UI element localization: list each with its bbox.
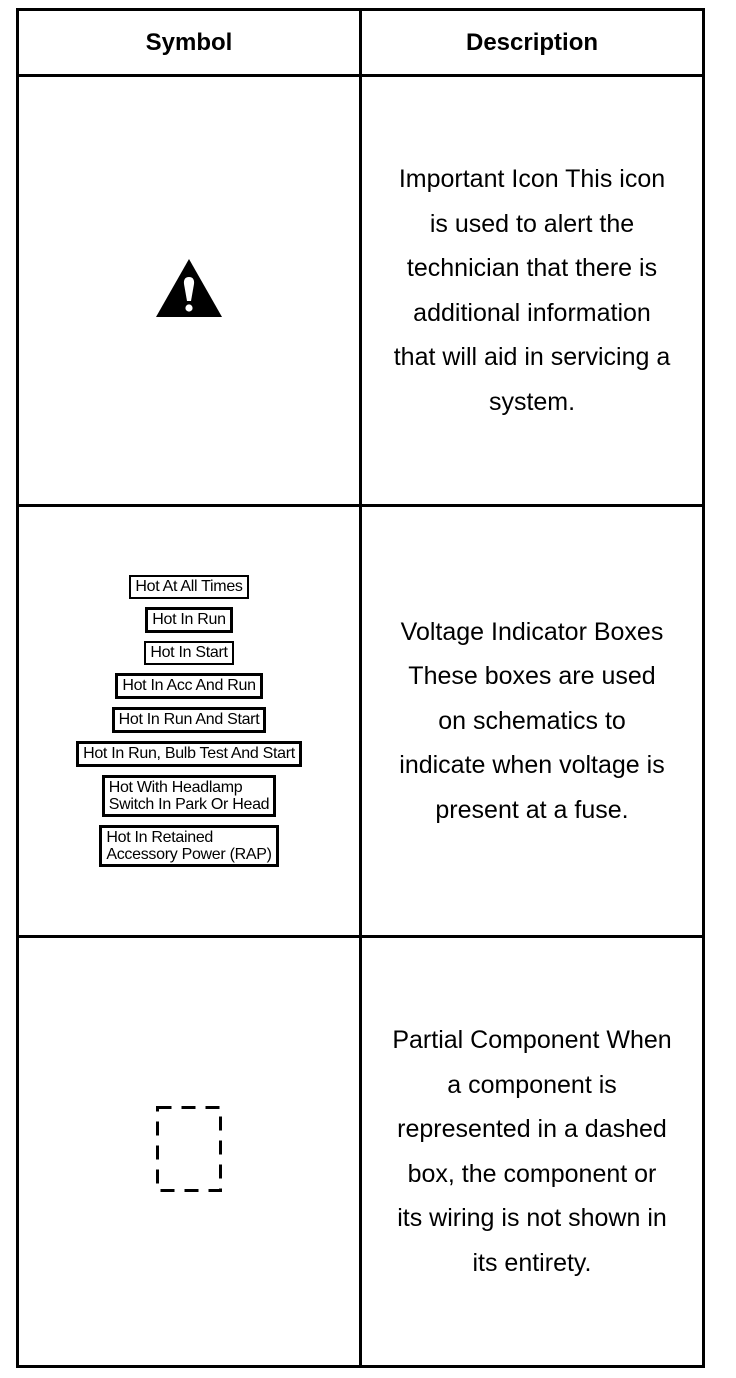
voltage-box-hot-with-headlamp [102,775,277,817]
voltage-indicator-boxes [19,575,359,867]
table-row [18,937,704,1367]
table-row [18,506,704,937]
description-cell [361,506,704,937]
symbol-column-header: Symbol [18,10,361,76]
voltage-box-hot-in-retained-accessory-power [99,825,278,867]
description-column-header: Description [361,10,704,76]
dashed-box-icon [156,1106,222,1192]
symbol-legend-table [16,8,705,1368]
voltage-box-line: Hot With Headlamp [108,779,243,796]
voltage-box-line: Switch In Park Or Head [108,796,270,813]
description-text: Voltage Indicator Boxes These boxes are used on schematics to indicate when voltage is present at a fuse. [399,617,665,824]
description-text: Important Icon This icon is used to alert the technician that there is additional information that will aid in servicing a system. [393,165,671,416]
table-header-row [18,10,704,76]
voltage-box-line: Hot In Retained [106,829,214,846]
voltage-box-hot-in-run-bulb-test-and-start: Hot In Run, Bulb Test And Start [76,741,302,767]
voltage-box-hot-in-run: Hot In Run [145,607,233,633]
voltage-box-hot-in-start: Hot In Start [144,641,233,665]
description-cell [361,937,704,1367]
description-text: Partial Component When a component is represented in a dashed box, the component or its wiring is not shown in its entirety. [392,1026,672,1277]
voltage-box-hot-in-acc-and-run: Hot In Acc And Run [115,673,262,699]
voltage-box-line: Accessory Power (RAP) [106,846,272,863]
symbol-cell [18,76,361,506]
voltage-box-hot-at-all-times: Hot At All Times [129,575,248,599]
warning-triangle-icon [154,257,224,319]
symbol-cell [18,506,361,937]
description-cell [361,76,704,506]
table-row [18,76,704,506]
voltage-box-hot-in-run-and-start: Hot In Run And Start [112,707,267,733]
symbol-cell [18,937,361,1367]
